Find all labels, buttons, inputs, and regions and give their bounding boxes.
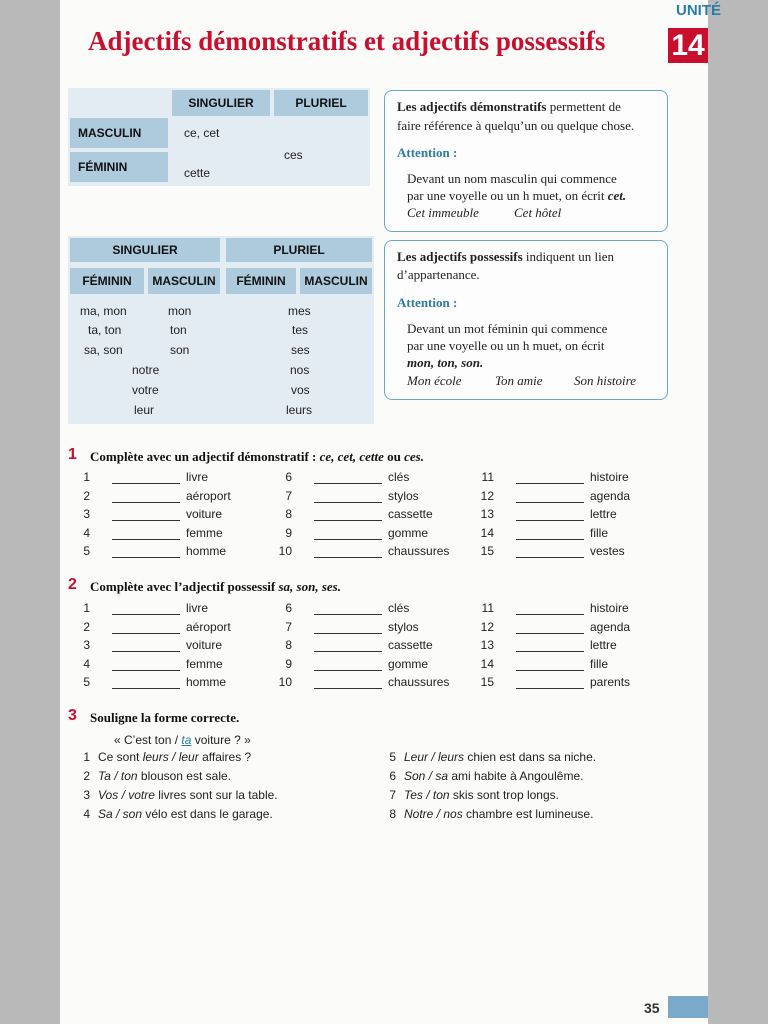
poss-masc-sing-2: ton	[170, 323, 187, 337]
poss-plural-6: leurs	[286, 403, 313, 417]
choice-options[interactable]: Vos / votre	[98, 788, 155, 802]
item-number: 1	[83, 470, 90, 484]
poss-fem-sing-3: sa, son	[84, 343, 123, 357]
answer-blank[interactable]	[516, 658, 584, 671]
demo-plural: ces	[284, 148, 303, 162]
item-number: 12	[480, 488, 494, 503]
answer-blank[interactable]	[516, 490, 584, 503]
sentence-text: blouson est sale.	[137, 769, 231, 783]
poss-plural-3: ses	[291, 343, 310, 357]
item-number: 11	[481, 470, 494, 484]
item-number: 7	[285, 619, 292, 634]
item-number: 1	[83, 601, 90, 615]
page-number: 35	[644, 1000, 660, 1016]
answer-blank[interactable]	[516, 545, 584, 558]
demo-header-pluriel: PLURIEL	[274, 90, 368, 116]
exercise-1-item	[68, 489, 268, 507]
sentence-text: Ce sont	[98, 750, 143, 764]
exercise-1-items	[60, 470, 708, 566]
choice-options[interactable]: Ta / ton	[98, 769, 138, 783]
exercise-1-item	[68, 544, 268, 562]
exercise-3-sentence	[374, 788, 559, 802]
poss-common-sing-1: notre	[132, 363, 160, 377]
poss-box-bold: Les adjectifs possessifs	[397, 249, 523, 264]
exercise-3-sentence	[374, 769, 583, 783]
demo-row-masculin: MASCULIN	[70, 118, 168, 148]
exercise-1-item	[472, 507, 672, 525]
item-word: homme	[186, 544, 227, 558]
item-number: 6	[285, 601, 292, 615]
exercise-2-title: Complète avec l’adjectif possessif sa, son, ses.	[90, 579, 341, 594]
item-word: agenda	[590, 488, 631, 503]
possessive-rule-box: Les adjectifs possessifs indiquent un lien d’appartenance. Attention : Devant un mot féminin qui commence par une voyelle ou un h muet, on écrit mon, ton, son. Mon école Ton amie Son histoire	[384, 240, 668, 400]
sentence-number: 7	[389, 788, 396, 802]
poss-common-sing-3: leur	[134, 403, 155, 417]
exercise-3-sentences	[60, 750, 708, 830]
answer-blank[interactable]	[516, 471, 584, 484]
answer-blank[interactable]	[516, 508, 584, 521]
exercise-2-item	[270, 638, 470, 656]
exercise-3-number: 3	[68, 707, 77, 724]
item-word: lettre	[590, 638, 617, 652]
choice-options[interactable]: Tes / ton	[404, 788, 450, 802]
exercise-1-item	[68, 470, 268, 488]
exercise-1-item	[472, 544, 672, 562]
item-word: femme	[186, 656, 223, 671]
exercise-3-sentence	[68, 807, 273, 821]
exercise-1-number: 1	[68, 446, 77, 463]
answer-blank[interactable]	[314, 676, 382, 689]
poss-fem-sing-1: ma, mon	[80, 304, 127, 318]
choice-options[interactable]: Leur / leurs	[404, 750, 465, 764]
answer-blank[interactable]	[112, 471, 180, 484]
answer-blank[interactable]	[112, 658, 180, 671]
answer-blank[interactable]	[516, 527, 584, 540]
item-number: 9	[285, 656, 292, 671]
poss-attention: Attention :	[397, 295, 458, 310]
item-word: aéroport	[186, 488, 231, 503]
sentence-number: 6	[389, 769, 396, 783]
page-title: Adjectifs démonstratifs et adjectifs possessifs	[88, 26, 606, 56]
item-number: 2	[83, 619, 90, 634]
workbook-page	[60, 0, 721, 1024]
item-word: gomme	[388, 656, 429, 671]
exercise-3-sentence	[374, 750, 596, 764]
item-number: 11	[481, 601, 494, 615]
answer-blank[interactable]	[112, 639, 180, 652]
poss-masc-sing-1: mon	[168, 304, 192, 318]
exercise-2-item	[472, 657, 672, 675]
item-number: 7	[285, 488, 292, 503]
item-number: 5	[83, 544, 90, 558]
sentence-number: 2	[83, 769, 90, 783]
item-number: 3	[83, 638, 90, 652]
demo-row-feminin: FÉMININ	[70, 152, 168, 182]
demo-fem-sing: cette	[184, 166, 211, 180]
item-word: histoire	[590, 601, 629, 615]
poss-header-pluriel: PLURIEL	[226, 238, 372, 262]
example-answer: ta	[181, 733, 192, 747]
item-word: chaussures	[388, 675, 450, 689]
sentence-text: chien est dans sa niche.	[464, 750, 597, 764]
exercise-3-sentence	[68, 750, 251, 764]
item-number: 12	[480, 619, 494, 634]
poss-common-sing-2: votre	[132, 383, 159, 397]
poss-header-singulier: SINGULIER	[70, 238, 220, 262]
exercise-3-sentence	[68, 788, 278, 802]
item-word: parents	[590, 675, 631, 689]
item-number: 3	[83, 507, 90, 521]
exercise-2-item	[68, 620, 268, 638]
item-word: voiture	[186, 638, 223, 652]
answer-blank[interactable]	[516, 621, 584, 634]
demo-attention: Attention :	[397, 145, 458, 160]
poss-sub-feminin-2: FÉMININ	[226, 268, 296, 294]
item-word: femme	[186, 525, 223, 540]
poss-sub-masculin-1: MASCULIN	[148, 268, 220, 294]
exercise-1-item	[68, 526, 268, 544]
answer-blank[interactable]	[112, 545, 180, 558]
choice-options[interactable]: leurs / leur	[142, 750, 199, 764]
demo-box-bold: Les adjectifs démonstratifs	[397, 99, 547, 114]
page-number-bar	[668, 996, 708, 1018]
item-number: 15	[480, 675, 494, 689]
item-word: vestes	[590, 544, 625, 558]
exercise-1-item	[472, 489, 672, 507]
item-number: 8	[285, 507, 292, 521]
exercise-1-item	[270, 544, 470, 562]
sentence-number: 5	[389, 750, 396, 764]
item-number: 10	[278, 544, 292, 558]
unit-number-badge: 14	[668, 28, 708, 63]
choice-options[interactable]: Sa / son	[98, 807, 143, 821]
exercise-2-item	[68, 638, 268, 656]
sentence-text: vélo est dans le garage.	[142, 807, 273, 821]
exercise-1-item	[472, 470, 672, 488]
poss-sub-feminin-1: FÉMININ	[70, 268, 144, 294]
exercise-2-item	[68, 657, 268, 675]
item-number: 2	[83, 488, 90, 503]
answer-blank[interactable]	[314, 545, 382, 558]
item-word: lettre	[590, 507, 617, 521]
demonstrative-rule-box: Les adjectifs démonstratifs permettent de faire référence à quelqu’un ou quelque chose. Attention : Devant un nom masculin qui commence par une voyelle ou un h muet, on écrit cet. Cet immeuble Cet hôtel	[384, 90, 668, 232]
sentence-number: 1	[83, 750, 90, 764]
poss-sub-masculin-2: MASCULIN	[300, 268, 372, 294]
answer-blank[interactable]	[314, 527, 382, 540]
exercise-3-title: Souligne la forme correcte.	[90, 710, 240, 725]
item-number: 8	[285, 638, 292, 652]
item-word: livre	[186, 470, 209, 484]
answer-blank[interactable]	[314, 471, 382, 484]
answer-blank[interactable]	[314, 639, 382, 652]
exercise-1-item	[270, 507, 470, 525]
exercise-2-item	[472, 620, 672, 638]
item-word: stylos	[388, 488, 419, 503]
exercise-1-item	[68, 507, 268, 525]
answer-blank[interactable]	[112, 676, 180, 689]
answer-blank[interactable]	[112, 527, 180, 540]
item-word: clés	[388, 470, 410, 484]
answer-blank[interactable]	[516, 639, 584, 652]
item-number: 9	[285, 525, 292, 540]
poss-plural-4: nos	[290, 363, 310, 377]
item-word: cassette	[388, 507, 433, 521]
poss-plural-5: vos	[291, 383, 310, 397]
exercise-1-title: Complète avec un adjectif démonstratif : ce, cet, cette ou ces.	[90, 449, 424, 464]
item-word: histoire	[590, 470, 629, 484]
exercise-2-number: 2	[68, 576, 77, 593]
sentence-number: 4	[83, 807, 90, 821]
answer-blank[interactable]	[314, 490, 382, 503]
answer-blank[interactable]	[314, 508, 382, 521]
sentence-number: 3	[83, 788, 90, 802]
choice-options[interactable]: Notre / nos	[404, 807, 463, 821]
exercise-3-example: « C’est ton / ta voiture ? »	[114, 733, 251, 747]
poss-plural-2: tes	[292, 323, 309, 337]
exercise-2-item	[68, 675, 268, 693]
item-word: fille	[590, 525, 609, 540]
exercise-1-item	[270, 489, 470, 507]
exercise-1-item	[270, 470, 470, 488]
exercise-2-item	[270, 675, 470, 693]
sentence-text: skis sont trop longs.	[449, 788, 559, 802]
exercise-1-item	[472, 526, 672, 544]
poss-plural-1: mes	[288, 304, 311, 318]
item-number: 4	[83, 656, 90, 671]
item-number: 5	[83, 675, 90, 689]
item-number: 13	[480, 507, 494, 521]
sentence-number: 8	[389, 807, 396, 821]
answer-blank[interactable]	[112, 621, 180, 634]
exercise-3-sentence	[68, 769, 231, 783]
unit-label: UNITÉ	[676, 2, 721, 19]
answer-blank[interactable]	[314, 621, 382, 634]
answer-blank[interactable]	[112, 602, 180, 615]
exercise-2-item	[270, 620, 470, 638]
demo-masc-sing: ce, cet	[184, 126, 220, 140]
item-word: gomme	[388, 525, 429, 540]
poss-fem-sing-2: ta, ton	[88, 323, 122, 337]
item-word: stylos	[388, 619, 419, 634]
poss-masc-sing-3: son	[170, 343, 190, 357]
item-number: 14	[480, 656, 494, 671]
item-word: voiture	[186, 507, 223, 521]
item-number: 14	[480, 525, 494, 540]
demo-header-singulier: SINGULIER	[172, 90, 270, 116]
item-word: clés	[388, 601, 410, 615]
exercise-2-item	[472, 675, 672, 693]
item-word: aéroport	[186, 619, 231, 634]
exercise-3-sentence	[374, 807, 593, 821]
sentence-text: livres sont sur la table.	[154, 788, 278, 802]
sentence-text: ami habite à Angoulême.	[448, 769, 584, 783]
item-word: cassette	[388, 638, 433, 652]
exercise-2-item	[472, 638, 672, 656]
sentence-text: chambre est lumineuse.	[462, 807, 594, 821]
choice-options[interactable]: Son / sa	[404, 769, 449, 783]
exercise-2-item	[270, 601, 470, 619]
exercise-2-item	[472, 601, 672, 619]
item-number: 13	[480, 638, 494, 652]
item-number: 10	[278, 675, 292, 689]
answer-blank[interactable]	[314, 658, 382, 671]
item-word: livre	[186, 601, 209, 615]
exercise-2-item	[270, 657, 470, 675]
item-word: chaussures	[388, 544, 450, 558]
sentence-text: affaires ?	[198, 750, 252, 764]
exercise-2-item	[68, 601, 268, 619]
exercise-2-items	[60, 601, 708, 697]
answer-blank[interactable]	[112, 508, 180, 521]
item-number: 15	[480, 544, 494, 558]
answer-blank[interactable]	[516, 602, 584, 615]
answer-blank[interactable]	[516, 676, 584, 689]
item-number: 4	[83, 525, 90, 540]
item-word: fille	[590, 656, 609, 671]
answer-blank[interactable]	[314, 602, 382, 615]
item-number: 6	[285, 470, 292, 484]
item-word: homme	[186, 675, 227, 689]
exercise-1-item	[270, 526, 470, 544]
item-word: agenda	[590, 619, 631, 634]
answer-blank[interactable]	[112, 490, 180, 503]
